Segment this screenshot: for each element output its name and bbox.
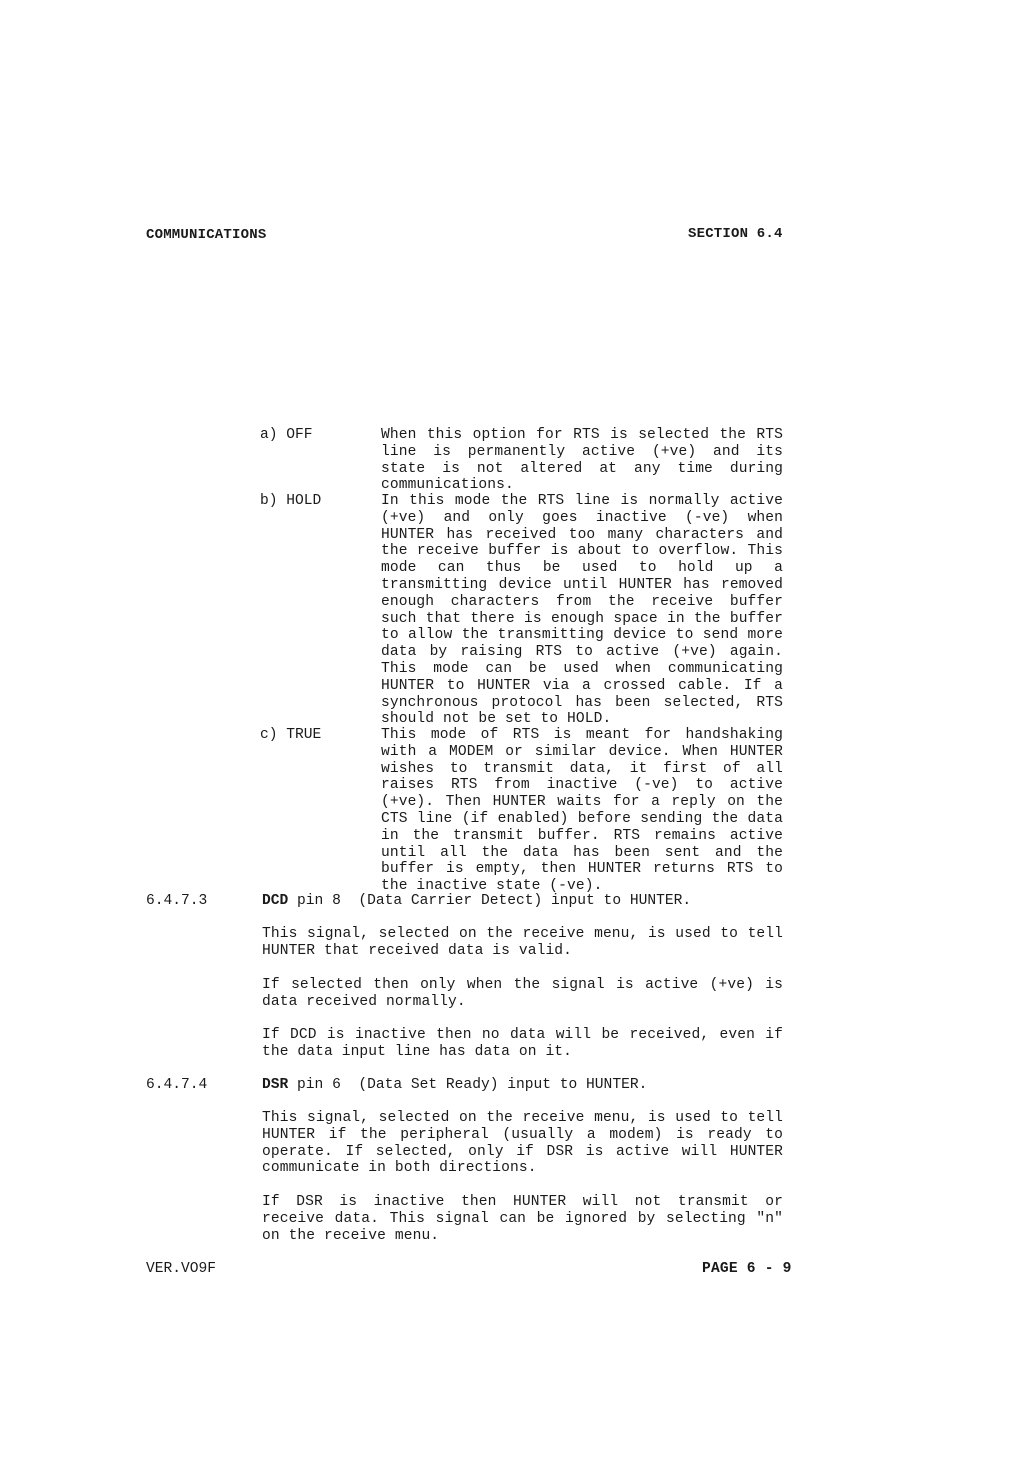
section-title-dcd-rest: pin 8 (Data Carrier Detect) input to HUNTER. [288, 893, 692, 909]
dsr-paragraph-2: If DSR is inactive then HUNTER will not transmit or receive data. This signal can be ignored by selecting "n" on the receive menu. [262, 1194, 783, 1244]
section-number-dsr: 6.4.7.4 [146, 1077, 208, 1093]
section-title-dsr [262, 1077, 647, 1094]
section-number-dcd: 6.4.7.3 [146, 893, 208, 909]
dcd-paragraph-2: If selected then only when the signal is active (+ve) is data received normally. [262, 977, 783, 1010]
option-off-text: When this option for RTS is selected the RTS line is permanently active (+ve) and its state is not altered at any time during communications. [381, 427, 783, 494]
section-title-dcd-bold: DCD [262, 893, 289, 909]
option-true-text: This mode of RTS is meant for handshaking with a MODEM or similar device. When HUNTER wishes to transmit data, it first of all raises RTS from inactive (-ve) to active (+ve). Then HUNTER waits for a reply on the CTS line (if enabled) before sending the data in the transmit buffer. RTS remains active until all the data has been sent and the buffer is empty, then HUNTER returns RTS to the inactive state (-ve). [381, 727, 783, 895]
dcd-paragraph-1: This signal, selected on the receive menu, is used to tell HUNTER that received data is valid. [262, 926, 783, 959]
dsr-paragraph-1: This signal, selected on the receive menu, is used to tell HUNTER if the peripheral (usually a modem) is ready to operate. If selected, only if DSR is active will HUNTER communicate in both directions. [262, 1110, 783, 1177]
option-hold-text: In this mode the RTS line is normally active (+ve) and only goes inactive (-ve) when HUNTER has received too many characters and the receive buffer is about to overflow. This mode can thus be used to hold up a transmitting device until HUNTER has removed enough characters from the receive buffer such that there is enough space in the buffer to allow the transmitting device to send more data by raising RTS to active (+ve) again. This mode can be used when communicating HUNTER to HUNTER via a crossed cable. If a synchronous protocol has been selected, RTS should not be set to HOLD. [381, 493, 783, 728]
header-left: COMMUNICATIONS [146, 227, 267, 243]
footer-version: VER.VO9F [146, 1261, 217, 1277]
option-true-label: c) TRUE [260, 727, 322, 743]
section-title-dsr-rest: pin 6 (Data Set Ready) input to HUNTER. [288, 1077, 648, 1093]
option-off-label: a) OFF [260, 427, 313, 443]
footer-page-number: PAGE 6 - 9 [702, 1261, 792, 1277]
section-title-dsr-bold: DSR [262, 1077, 289, 1093]
dcd-paragraph-3: If DCD is inactive then no data will be received, even if the data input line has data on it. [262, 1027, 783, 1060]
header-right: SECTION 6.4 [688, 226, 783, 242]
section-title-dcd [262, 893, 691, 910]
option-hold-label: b) HOLD [260, 493, 322, 509]
